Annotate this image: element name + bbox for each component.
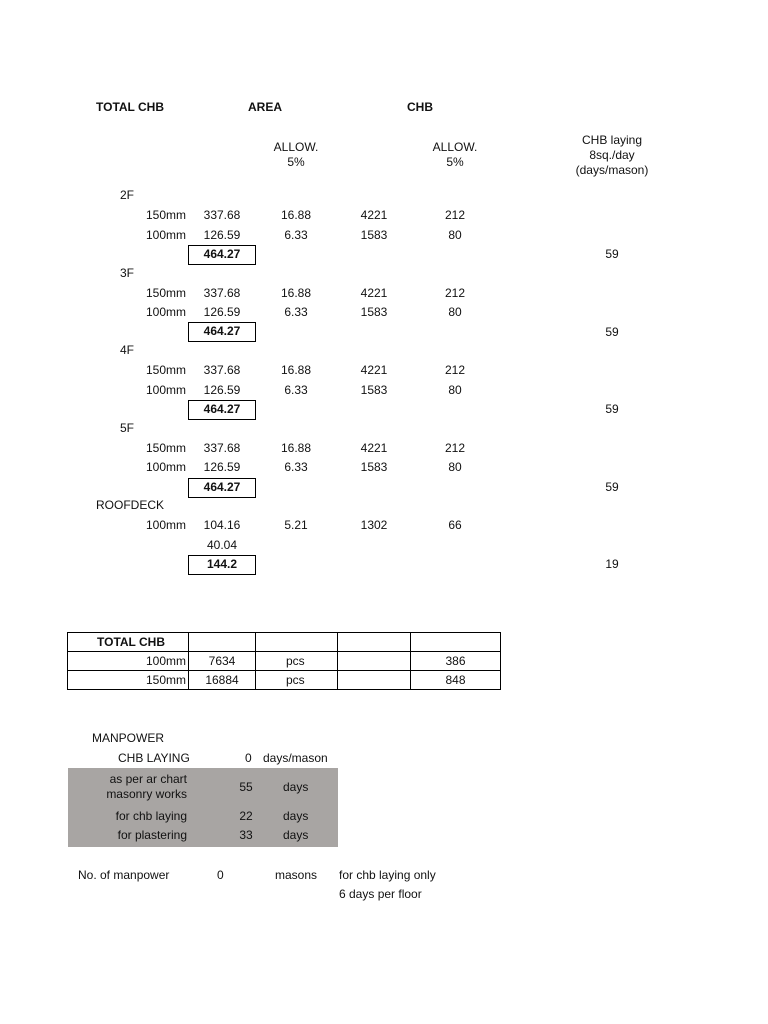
chart-label-line2: masonry works xyxy=(106,787,187,801)
area-allow-value: 16.88 xyxy=(280,363,312,377)
table-size: 100mm xyxy=(67,651,189,671)
table-cell xyxy=(255,632,338,652)
laying-days-value: 59 xyxy=(605,480,619,494)
chb-laying-value: 0 xyxy=(245,751,252,765)
area-allow-value: 6.33 xyxy=(284,460,308,474)
size-label: 100mm xyxy=(145,383,186,397)
floor-label: 2F xyxy=(120,188,135,202)
table-allow: 386 xyxy=(410,651,501,671)
area-allow-pct: 5% xyxy=(287,155,305,169)
area-value: 126.59 xyxy=(203,460,241,474)
chb-value: 1583 xyxy=(360,305,388,319)
total-chb-heading: TOTAL CHB xyxy=(96,100,164,114)
chb-value: 4221 xyxy=(360,208,388,222)
chb-allow-value: 212 xyxy=(444,208,466,222)
area-value: 337.68 xyxy=(203,441,241,455)
area-value: 126.59 xyxy=(203,383,241,397)
laying-days-value: 19 xyxy=(605,557,619,571)
floor-total-box: 464.27 xyxy=(188,478,256,498)
chb-value: 4221 xyxy=(360,286,388,300)
table-qty: 16884 xyxy=(188,670,256,690)
area-extra-value: 40.04 xyxy=(206,538,238,552)
area-allow-value: 16.88 xyxy=(280,441,312,455)
floor-total-box: 464.27 xyxy=(188,322,256,342)
manpower-note-1: for chb laying only xyxy=(339,868,436,882)
laying-rate-line3: (days/mason) xyxy=(575,163,649,177)
laying-label: for chb laying xyxy=(115,809,187,823)
size-label: 100mm xyxy=(145,518,186,532)
chb-allow-value: 80 xyxy=(448,383,462,397)
laying-days-value: 59 xyxy=(605,325,619,339)
table-allow: 848 xyxy=(410,670,501,690)
table-unit: pcs xyxy=(255,670,338,690)
laying-rate-line2: 8sq./day xyxy=(589,148,635,162)
chb-value: 1583 xyxy=(360,383,388,397)
table-cell xyxy=(337,670,411,690)
chb-allow-value: 212 xyxy=(444,441,466,455)
plaster-days-unit: days xyxy=(283,828,309,842)
chb-value: 4221 xyxy=(360,363,388,377)
chb-allow-value: 80 xyxy=(448,228,462,242)
area-allow-value: 6.33 xyxy=(284,305,308,319)
chb-value: 1583 xyxy=(360,460,388,474)
area-value: 126.59 xyxy=(203,228,241,242)
floor-total-box: 464.27 xyxy=(188,245,256,265)
manpower-note-2: 6 days per floor xyxy=(339,887,422,901)
manpower-heading: MANPOWER xyxy=(92,731,164,745)
size-label: 100mm xyxy=(145,305,186,319)
total-table-title: TOTAL CHB xyxy=(67,632,189,652)
manpower-count-unit: masons xyxy=(275,868,318,882)
laying-days-value: 59 xyxy=(605,402,619,416)
chart-days-unit: days xyxy=(283,780,309,794)
chb-heading: CHB xyxy=(407,100,433,114)
table-cell xyxy=(410,632,501,652)
chb-allow-value: 80 xyxy=(448,305,462,319)
chb-allow-pct: 5% xyxy=(446,155,464,169)
floor-label: 5F xyxy=(120,421,135,435)
size-label: 150mm xyxy=(145,363,186,377)
floor-label: 4F xyxy=(120,343,135,357)
table-cell xyxy=(337,651,411,671)
chb-allow-value: 212 xyxy=(444,286,466,300)
table-qty: 7634 xyxy=(188,651,256,671)
manpower-count-value: 0 xyxy=(217,868,224,882)
table-cell xyxy=(337,632,411,652)
area-value: 337.68 xyxy=(203,286,241,300)
area-value: 126.59 xyxy=(203,305,241,319)
area-value: 337.68 xyxy=(203,363,241,377)
size-label: 150mm xyxy=(145,441,186,455)
area-allow-value: 16.88 xyxy=(280,286,312,300)
area-allow-value: 5.21 xyxy=(284,518,308,532)
floor-total-box: 464.27 xyxy=(188,400,256,420)
chb-allow-value: 212 xyxy=(444,363,466,377)
laying-rate-line1: CHB laying xyxy=(581,133,643,147)
area-heading: AREA xyxy=(248,100,283,114)
chb-laying-label: CHB LAYING xyxy=(118,751,190,765)
floor-label: 3F xyxy=(120,266,135,280)
size-label: 100mm xyxy=(145,228,186,242)
chb-allow-value: 66 xyxy=(448,518,462,532)
area-allow-value: 16.88 xyxy=(280,208,312,222)
roofdeck-label: ROOFDECK xyxy=(96,498,165,512)
chb-allow-value: 80 xyxy=(448,460,462,474)
laying-days-unit: days xyxy=(283,809,309,823)
size-label: 100mm xyxy=(145,460,186,474)
area-allow-value: 6.33 xyxy=(284,228,308,242)
laying-days-value: 59 xyxy=(605,247,619,261)
chb-value: 1583 xyxy=(360,228,388,242)
table-cell xyxy=(188,632,256,652)
roofdeck-total-box: 144.2 xyxy=(188,555,256,575)
area-allow-label: ALLOW. xyxy=(273,140,319,154)
laying-days-value: 22 xyxy=(239,809,253,823)
manpower-count-label: No. of manpower xyxy=(78,868,170,882)
chb-value: 1302 xyxy=(360,518,388,532)
size-label: 150mm xyxy=(145,208,186,222)
chb-laying-unit: days/mason xyxy=(263,751,328,765)
chart-label-line1: as per ar chart xyxy=(109,772,187,786)
chb-value: 4221 xyxy=(360,441,388,455)
chb-allow-label: ALLOW. xyxy=(432,140,478,154)
size-label: 150mm xyxy=(145,286,186,300)
area-allow-value: 6.33 xyxy=(284,383,308,397)
table-unit: pcs xyxy=(255,651,338,671)
table-size: 150mm xyxy=(67,670,189,690)
area-value: 337.68 xyxy=(203,208,241,222)
chart-days-value: 55 xyxy=(239,780,253,794)
plaster-label: for plastering xyxy=(117,828,187,842)
area-value: 104.16 xyxy=(203,518,241,532)
plaster-days-value: 33 xyxy=(239,828,253,842)
